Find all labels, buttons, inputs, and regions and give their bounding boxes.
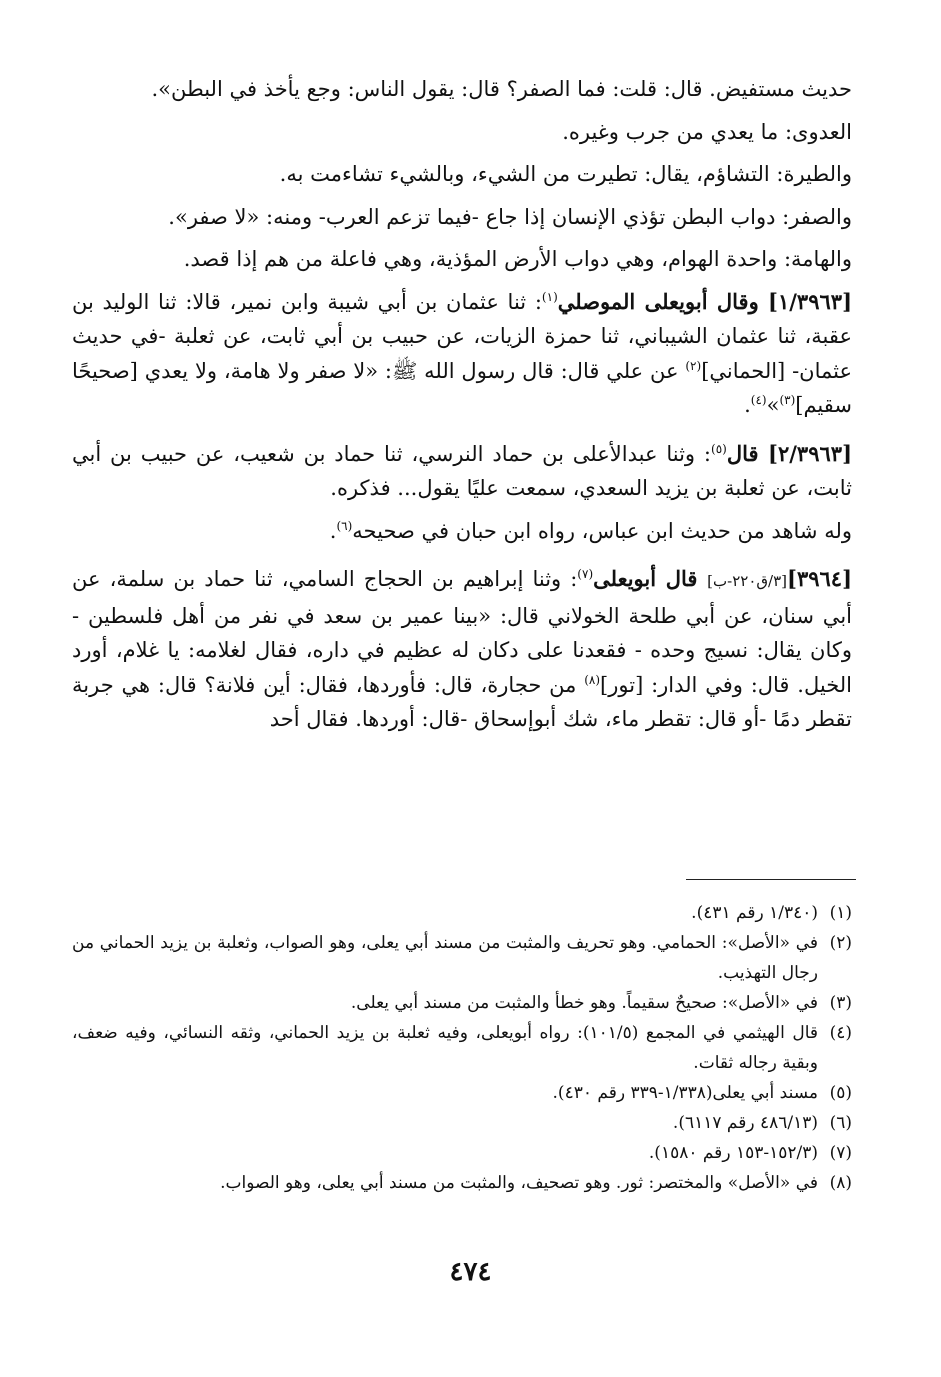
hadith-ref: قال أبويعلى <box>593 566 708 591</box>
footnote-marker: (٣) <box>779 393 796 407</box>
footnote <box>72 928 852 988</box>
footnote-number: (٣) <box>829 993 852 1013</box>
hadith-text: » <box>766 393 780 417</box>
hadith-text: من حجارة، قال: فأوردها، فقال: أين فلانة؟ قال: هي جربة تقطر دمًا -أو قال: تقطر ماء، شك أبوإسحاق -قال: أوردها. فقال أحد <box>72 672 852 731</box>
footnote <box>72 1108 852 1138</box>
hadith-text: : ثنا عثمان بن أبي شيبة وابن نمير، قالا: ثنا الوليد بن عقبة، ثنا عثمان الشيباني، ثنا حمزة الزيات، عن حبيب بن أبي ثابت، عن ثعلبة -في حديث عثمان- [الحماني] <box>72 289 852 383</box>
hadith-text: : وثنا عبدالأعلى بن حماد النرسي، ثنا حماد بن شعيب، عن حبيب بن أبي ثابت، عن ثعلبة بن يزيد السعدي، سمعت عليًا يقول... فذكره. <box>72 441 852 500</box>
hadith-3963-2 <box>72 437 852 506</box>
footnote-marker: (٦) <box>336 518 353 533</box>
footnote <box>72 1138 852 1168</box>
footnote-text: في «الأصل» والمختصر: ثور. وهو تصحيف، والمثبت من مسند أبي يعلى، وهو الصواب. <box>220 1173 818 1193</box>
footnote-number: (٥) <box>829 1083 852 1103</box>
footnote-number: (٢) <box>829 933 852 953</box>
paragraph: العدوى: ما يعدي من جرب وغيره. <box>562 119 852 144</box>
footnote-text: قال الهيثمي في المجمع (١٠١/٥): رواه أبويعلى، وفيه ثعلبة بن يزيد الحماني، وثقه النسائي، وفيه ضعف، وبقية رجاله ثقات. <box>72 1023 818 1073</box>
hadith-ref: [١/٣٩٦٣] وقال أبويعلى الموصلي <box>557 288 852 314</box>
footnote-text: (٤٨٦/١٣ رقم ٦١١٧). <box>672 1113 818 1133</box>
footnote <box>72 898 852 928</box>
hadith-ref: [٢/٣٩٦٣] قال <box>726 440 852 466</box>
footnotes <box>72 898 852 1198</box>
paragraph: حديث مستفيض. قال: قلت: فما الصفر؟ قال: يقول الناس: وجع يأخذ في البطن». <box>151 77 852 101</box>
main-text <box>72 72 852 751</box>
footnote-marker: (٤) <box>750 393 767 407</box>
footnote-text: (١٥٢/٣-١٥٣ رقم ١٥٨٠). <box>648 1143 818 1163</box>
hadith-text: : وثنا إبراهيم بن الحجاج السامي، ثنا حماد بن سلمة، عن أبي سنان، عن أبي طلحة الخولاني قال: «بينا عمير بن سعد في نفر من أهل فلسطين - وكان يقال: نسيج وحده - فقعدنا على دكان له عظيم في داره، فقال لغلامه: يا غلام، أورد الخيل. قال: وفي الدار: [تور] <box>72 567 852 697</box>
footnote-marker: (٨) <box>584 672 601 687</box>
footnote-number: (٤) <box>829 1023 852 1043</box>
paragraph: والصفر: دواب البطن تؤذي الإنسان إذا جاع -فيما تزعم العرب- ومنه: «لا صفر». <box>168 204 852 229</box>
shahid-note <box>72 514 852 549</box>
footnote-marker: (٢) <box>685 358 702 373</box>
footnote <box>72 1078 852 1108</box>
hadith-ref: [٣٩٦٤] <box>787 566 852 591</box>
manuscript-ref: [٣/ق٢٢٠-ب] <box>707 572 787 590</box>
footnote-marker: (٥) <box>711 441 727 456</box>
paragraph-text: وله شاهد من حديث ابن عباس، رواه ابن حبان في صحيحه <box>352 518 852 543</box>
footnote-marker: (٧) <box>577 567 594 581</box>
footnote-number: (٦) <box>829 1113 852 1133</box>
footnote-text: في «الأصل»: الحمامي. وهو تحريف والمثبت من مسند أبي يعلى، وهو الصواب، وثعلبة بن يزيد الحماني من رجال التهذيب. <box>72 933 818 983</box>
hadith-3963-1 <box>72 285 852 423</box>
footnote-number: (٨) <box>829 1173 852 1193</box>
paragraph: والطيرة: التشاؤم، يقال: تطيرت من الشيء، وبالشيء تشاءمت به. <box>279 162 852 186</box>
footnote <box>72 988 852 1018</box>
footnote-separator <box>686 879 856 880</box>
hadith-3964 <box>72 562 852 737</box>
footnote <box>72 1018 852 1078</box>
footnote-text: (١/٣٤٠ رقم ٤٣١). <box>691 903 818 923</box>
hadith-text: عن علي قال: قال رسول الله ﷺ: «لا صفر ولا هامة، ولا يعدي [صحيحًا سقيم] <box>72 358 852 417</box>
page-number: ٤٧٤ <box>449 1257 492 1287</box>
footnote-text: مسند أبي يعلى(١/٣٣٨-٣٣٩ رقم ٤٣٠). <box>552 1083 818 1103</box>
paragraph: والهامة: واحدة الهوام، وهي دواب الأرض المؤذية، وهي فاعلة من هم إذا قصد. <box>183 247 852 271</box>
footnote-marker: (١) <box>541 289 558 304</box>
footnote-number: (١) <box>829 903 852 923</box>
footnote-text: في «الأصل»: صحيحٌ سقيماً. وهو خطأ والمثبت من مسند أبي يعلى. <box>350 993 818 1013</box>
paragraph-text: . <box>329 518 337 543</box>
footnote <box>72 1168 852 1198</box>
footnote-number: (٧) <box>829 1143 852 1163</box>
hadith-text: . <box>744 393 751 417</box>
